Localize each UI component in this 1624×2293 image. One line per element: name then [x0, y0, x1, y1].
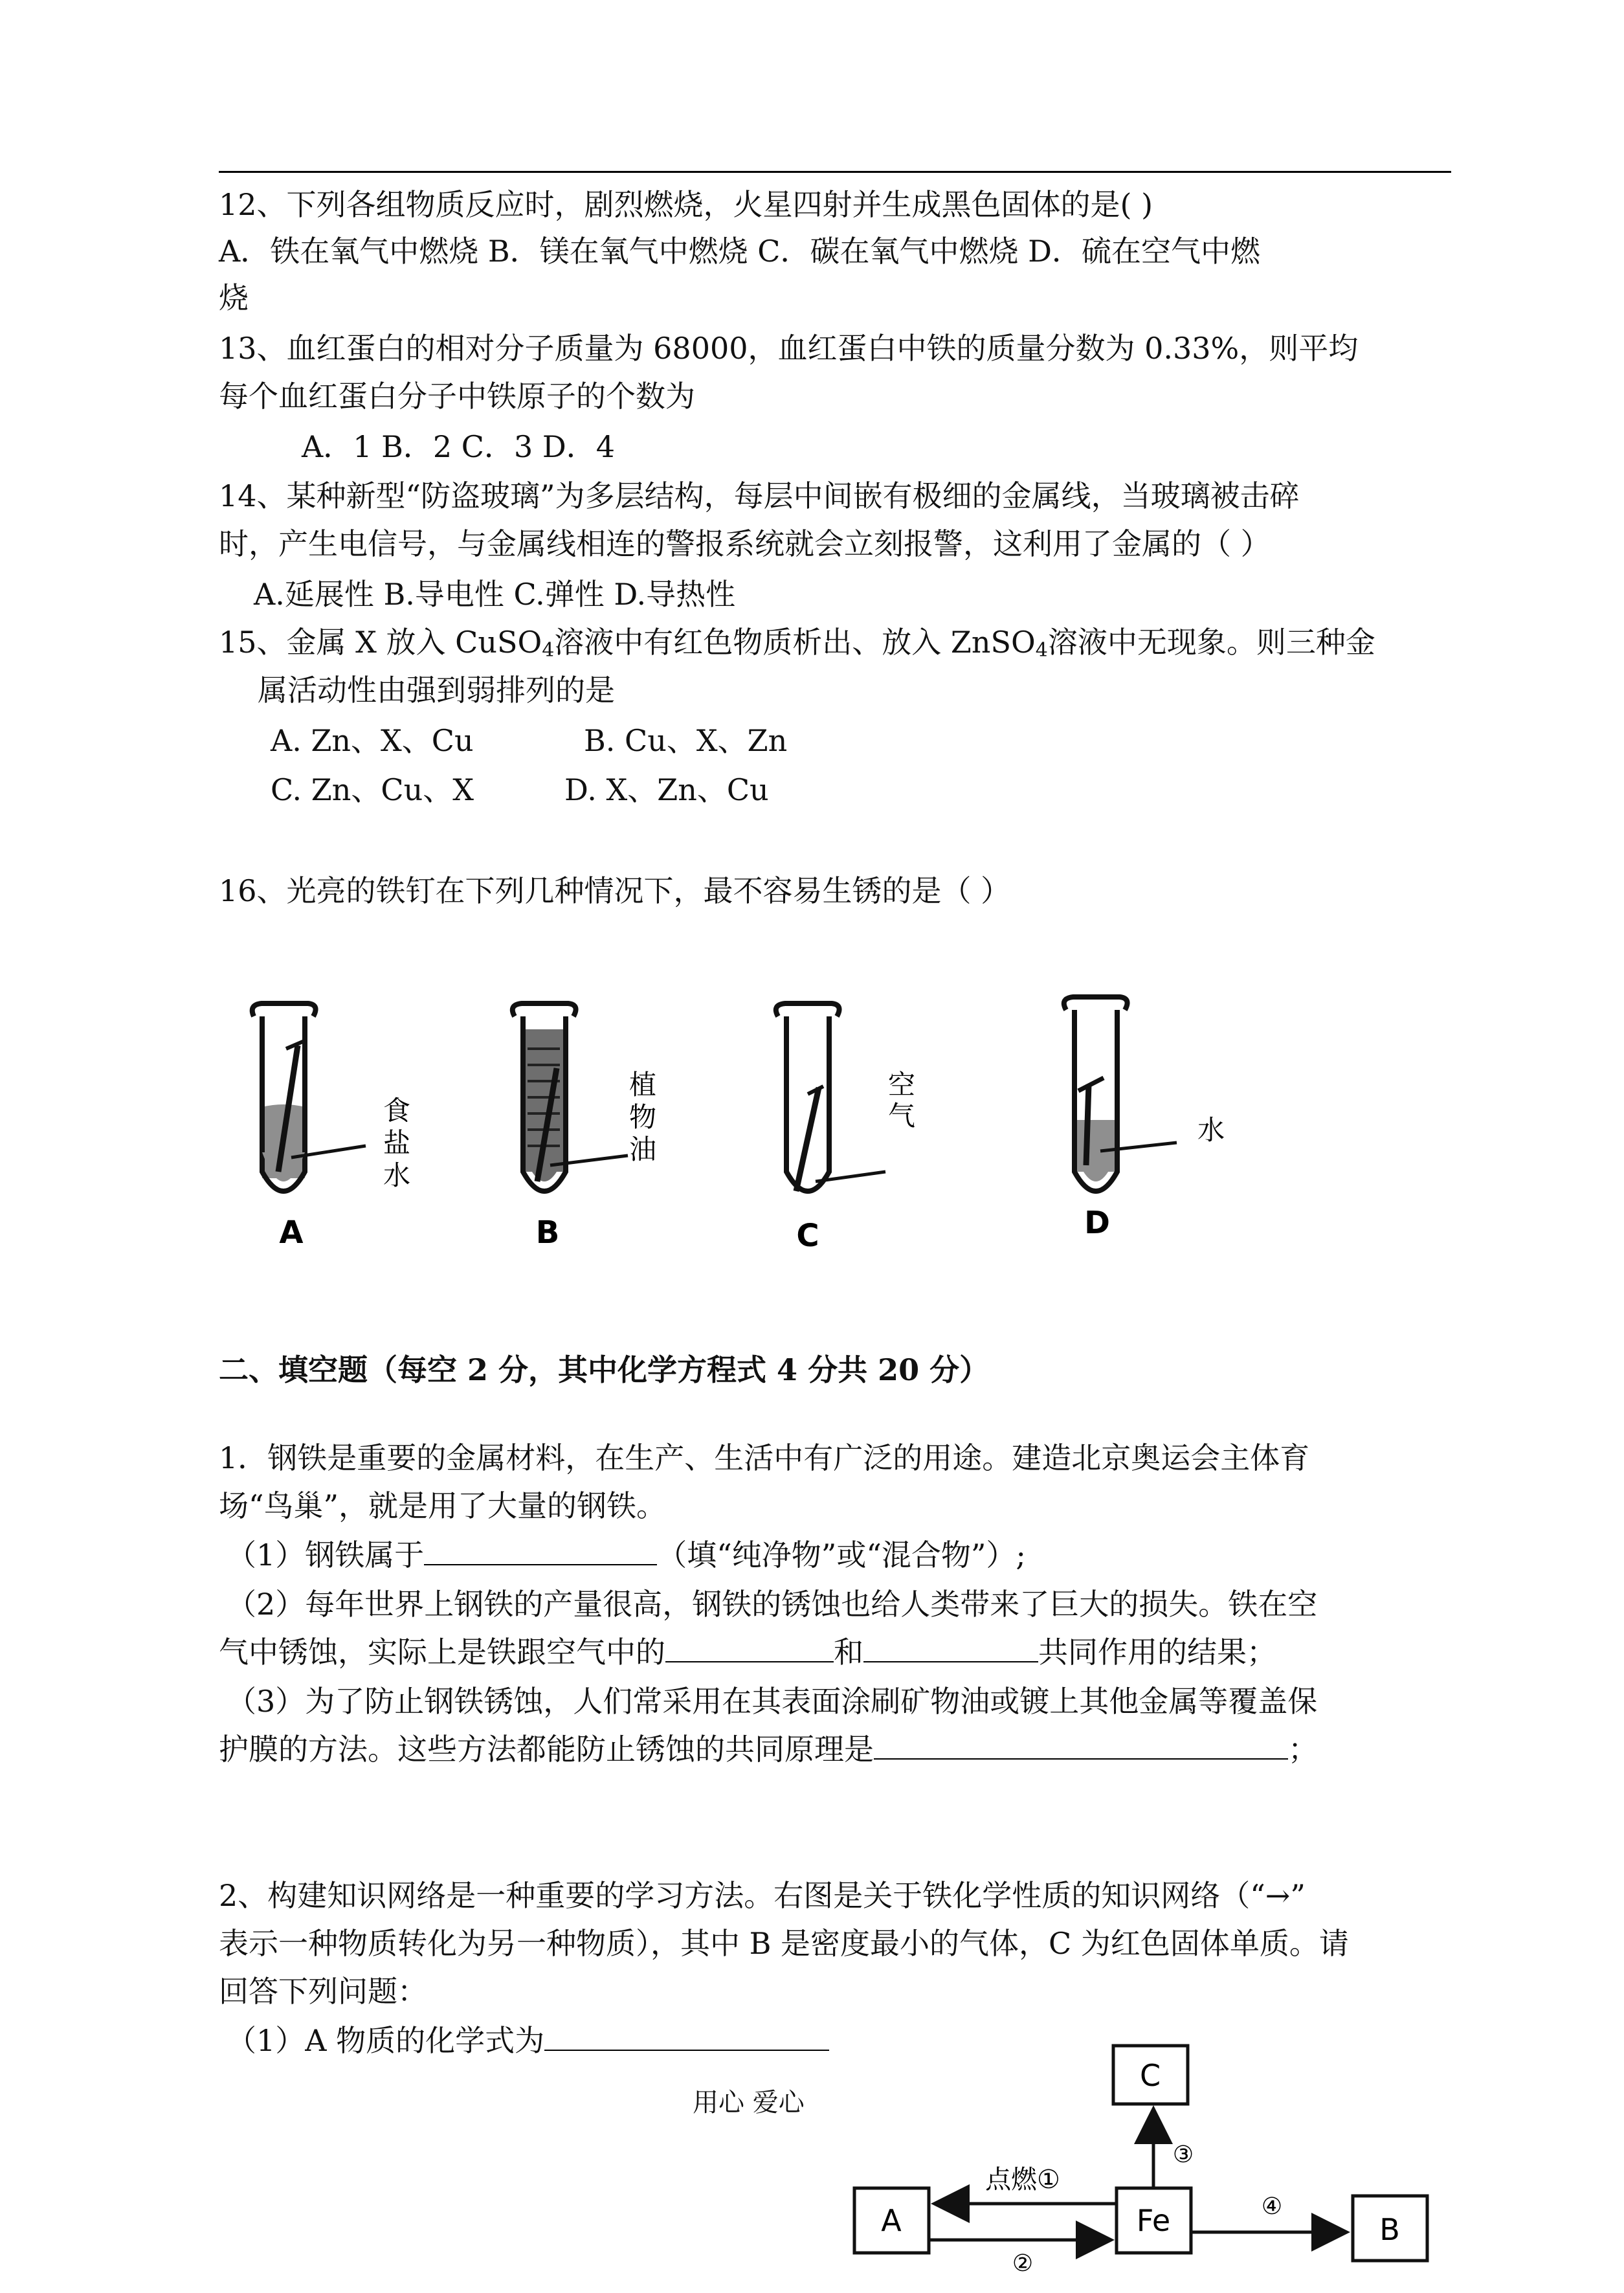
fill1-part2-text-b: 和 [834, 1635, 863, 1670]
q16-stem: 16、光亮的铁钉在下列几种情况下，最不容易生锈的是（ ） [219, 873, 1011, 908]
arrow-2-label: ② [1012, 2250, 1034, 2277]
tube-b [513, 1003, 656, 1251]
fill1-blank-2[interactable] [665, 1633, 834, 1662]
iron-nail-d [1086, 1084, 1089, 1165]
fill1-part1-hint: （填“纯净物”或“混合物”）; [657, 1538, 1026, 1572]
q13-stem-2: 每个血红蛋白分子中铁原子的个数为 [219, 379, 695, 414]
arrow-1-label: 点燃① [985, 2165, 1060, 2195]
tube-label-a: A [279, 1214, 304, 1251]
fill1-stem-1: 1．钢铁是重要的金属材料，在生产、生活中有广泛的用途。建造北京奥运会主体育 [219, 1440, 1310, 1475]
fill1-blank-3[interactable] [863, 1633, 1038, 1662]
q13-stem-1: 13、血红蛋白的相对分子质量为 68000，血红蛋白中铁的质量分数为 0.33%，则平均 [219, 331, 1359, 366]
box-a-label: A [881, 2203, 902, 2238]
fill1-blank-1[interactable] [424, 1536, 657, 1565]
q12-options: A．铁在氧气中燃烧 B．镁在氧气中燃烧 C．碳在氧气中燃烧 D．硫在空气中燃 [219, 234, 1260, 269]
tube-label-d: D [1084, 1205, 1110, 1241]
q15-option-c: C. Zn、Cu、X [271, 772, 474, 807]
q15-option-a: A. Zn、X、Cu [271, 723, 474, 758]
q12-options-wrap: 烧 [219, 280, 249, 315]
q15-stem-1b: 溶液中有红色物质析出、放入 ZnSO [554, 625, 1036, 660]
page-footer: 用心 爱心 [693, 2088, 805, 2118]
tube-c [776, 1003, 915, 1254]
q15-stem-1 [219, 623, 1375, 670]
fill1-part2-1: （2）每年世界上钢铁的产量很高，钢铁的锈蚀也给人类带来了巨大的损失。铁在空 [227, 1587, 1318, 1622]
label-water: 水 [1197, 1114, 1225, 1146]
q15-option-b: B. Cu、X、Zn [584, 723, 788, 758]
q14-stem-2: 时，产生电信号，与金属线相连的警报系统就会立刻报警，这利用了金属的（ ） [219, 526, 1271, 561]
q13-options: A．1 B．2 C．3 D．4 [302, 429, 616, 464]
section-2-heading: 二、填空题（每空 2 分，其中化学方程式 4 分共 20 分） [219, 1352, 990, 1387]
box-fe-label: Fe [1136, 2203, 1171, 2238]
label-air-2: 气 [888, 1100, 916, 1132]
iron-nail-c [796, 1088, 819, 1191]
label-salt-water-2: 盐 [383, 1127, 411, 1159]
fill2-blank-1[interactable] [544, 2021, 829, 2051]
label-oil-1: 植 [629, 1069, 657, 1101]
tube-a [252, 1003, 410, 1251]
fill1-part3-text: 护膜的方法。这些方法都能防止锈蚀的共同原理是 [219, 1732, 874, 1767]
q15-stem-1a: 15、金属 X 放入 CuSO [219, 625, 542, 660]
fill1-part2-text-a: 气中锈蚀，实际上是铁跟空气中的 [219, 1635, 665, 1670]
fill1-part2-text-c: 共同作用的结果； [1038, 1635, 1276, 1670]
label-oil-2: 物 [629, 1101, 657, 1133]
iron-network-diagram [841, 2026, 1489, 2293]
label-salt-water-1: 食 [383, 1095, 411, 1126]
q14-stem-1: 14、某种新型“防盗玻璃”为多层结构，每层中间嵌有极细的金属线，当玻璃被击碎 [219, 478, 1300, 513]
q15-sub-b: 4 [1035, 639, 1048, 662]
fill1-part1-text: （1）钢铁属于 [227, 1538, 425, 1572]
q15-stem-1c: 溶液中无现象。则三种金 [1047, 625, 1375, 660]
q12-stem: 12、下列各组物质反应时，剧烈燃烧，火星四射并生成黑色固体的是( ) [219, 187, 1153, 222]
fill1-part1 [227, 1536, 1026, 1574]
fill2-part1-text: （1）A 物质的化学式为 [227, 2023, 545, 2058]
q14-options: A.延展性 B.导电性 C.弹性 D.导热性 [254, 577, 736, 612]
box-b-label: B [1379, 2212, 1400, 2247]
tube-d [1064, 997, 1225, 1241]
label-air-1: 空 [888, 1069, 916, 1101]
fill1-stem-2: 场“鸟巢”，就是用了大量的钢铁。 [219, 1488, 667, 1523]
arrow-4-label: ④ [1261, 2193, 1283, 2220]
fill2-stem-3: 回答下列问题： [219, 1974, 427, 2009]
tube-label-c: C [796, 1218, 819, 1254]
q15-sub-a: 4 [542, 639, 555, 662]
test-tube-figure [233, 958, 1256, 1262]
arrow-3-label: ③ [1172, 2142, 1194, 2168]
fill1-blank-4[interactable] [874, 1730, 1288, 1760]
header-rule [219, 171, 1451, 173]
fill1-part2-2 [219, 1633, 1276, 1672]
fill1-part3-end: ； [1288, 1732, 1318, 1767]
box-c-label: C [1139, 2058, 1161, 2093]
tube-label-b: B [535, 1214, 560, 1251]
fill2-part1 [227, 2021, 829, 2060]
label-oil-3: 油 [629, 1134, 657, 1165]
fill1-part3-2 [219, 1730, 1318, 1769]
fill2-stem-1: 2、构建知识网络是一种重要的学习方法。右图是关于铁化学性质的知识网络（“→” [219, 1878, 1306, 1913]
fill1-part3-1: （3）为了防止钢铁锈蚀，人们常采用在其表面涂刷矿物油或镀上其他金属等覆盖保 [227, 1684, 1318, 1719]
fill2-stem-2: 表示一种物质转化为另一种物质），其中 B 是密度最小的气体，C 为红色固体单质。请 [219, 1926, 1349, 1961]
q15-stem-2: 属活动性由强到弱排列的是 [258, 673, 615, 708]
q15-option-d: D. X、Zn、Cu [564, 772, 769, 807]
label-salt-water-3: 水 [383, 1159, 411, 1191]
